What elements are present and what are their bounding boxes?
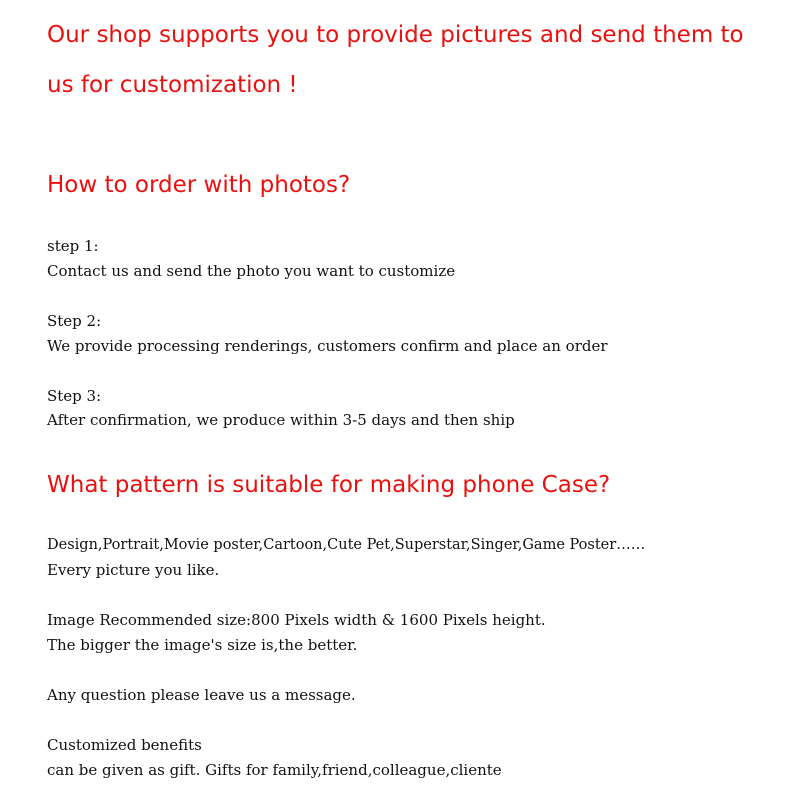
- step-2-text: We provide processing renderings, customers confirm and place an order: [47, 337, 608, 355]
- intro-line-1: Our shop supports you to provide pictures and send them to: [47, 22, 744, 48]
- every-picture-text: Every picture you like.: [47, 561, 220, 579]
- question-message-text: Any question please leave us a message.: [47, 686, 356, 704]
- bigger-better-text: The bigger the image's size is,the better.: [47, 636, 358, 654]
- customized-benefits-text: Customized benefits: [47, 736, 202, 754]
- step-1-label: step 1:: [47, 237, 99, 255]
- pattern-types-text: Design,Portrait,Movie poster,Cartoon,Cute Pet,Superstar,Singer,Game Poster……: [47, 537, 646, 553]
- how-to-order-heading: How to order with photos?: [47, 172, 351, 198]
- step-3-text: After confirmation, we produce within 3-5 days and then ship: [47, 411, 515, 429]
- recommended-size-text: Image Recommended size:800 Pixels width & 1600 Pixels height.: [47, 611, 546, 629]
- pattern-heading: What pattern is suitable for making phone Case?: [47, 472, 611, 498]
- step-2-label: Step 2:: [47, 312, 102, 330]
- step-1-text: Contact us and send the photo you want to customize: [47, 262, 456, 280]
- intro-line-2: us for customization !: [47, 72, 298, 98]
- gift-text: can be given as gift. Gifts for family,friend,colleague,cliente: [47, 761, 502, 779]
- step-3-label: Step 3:: [47, 387, 102, 405]
